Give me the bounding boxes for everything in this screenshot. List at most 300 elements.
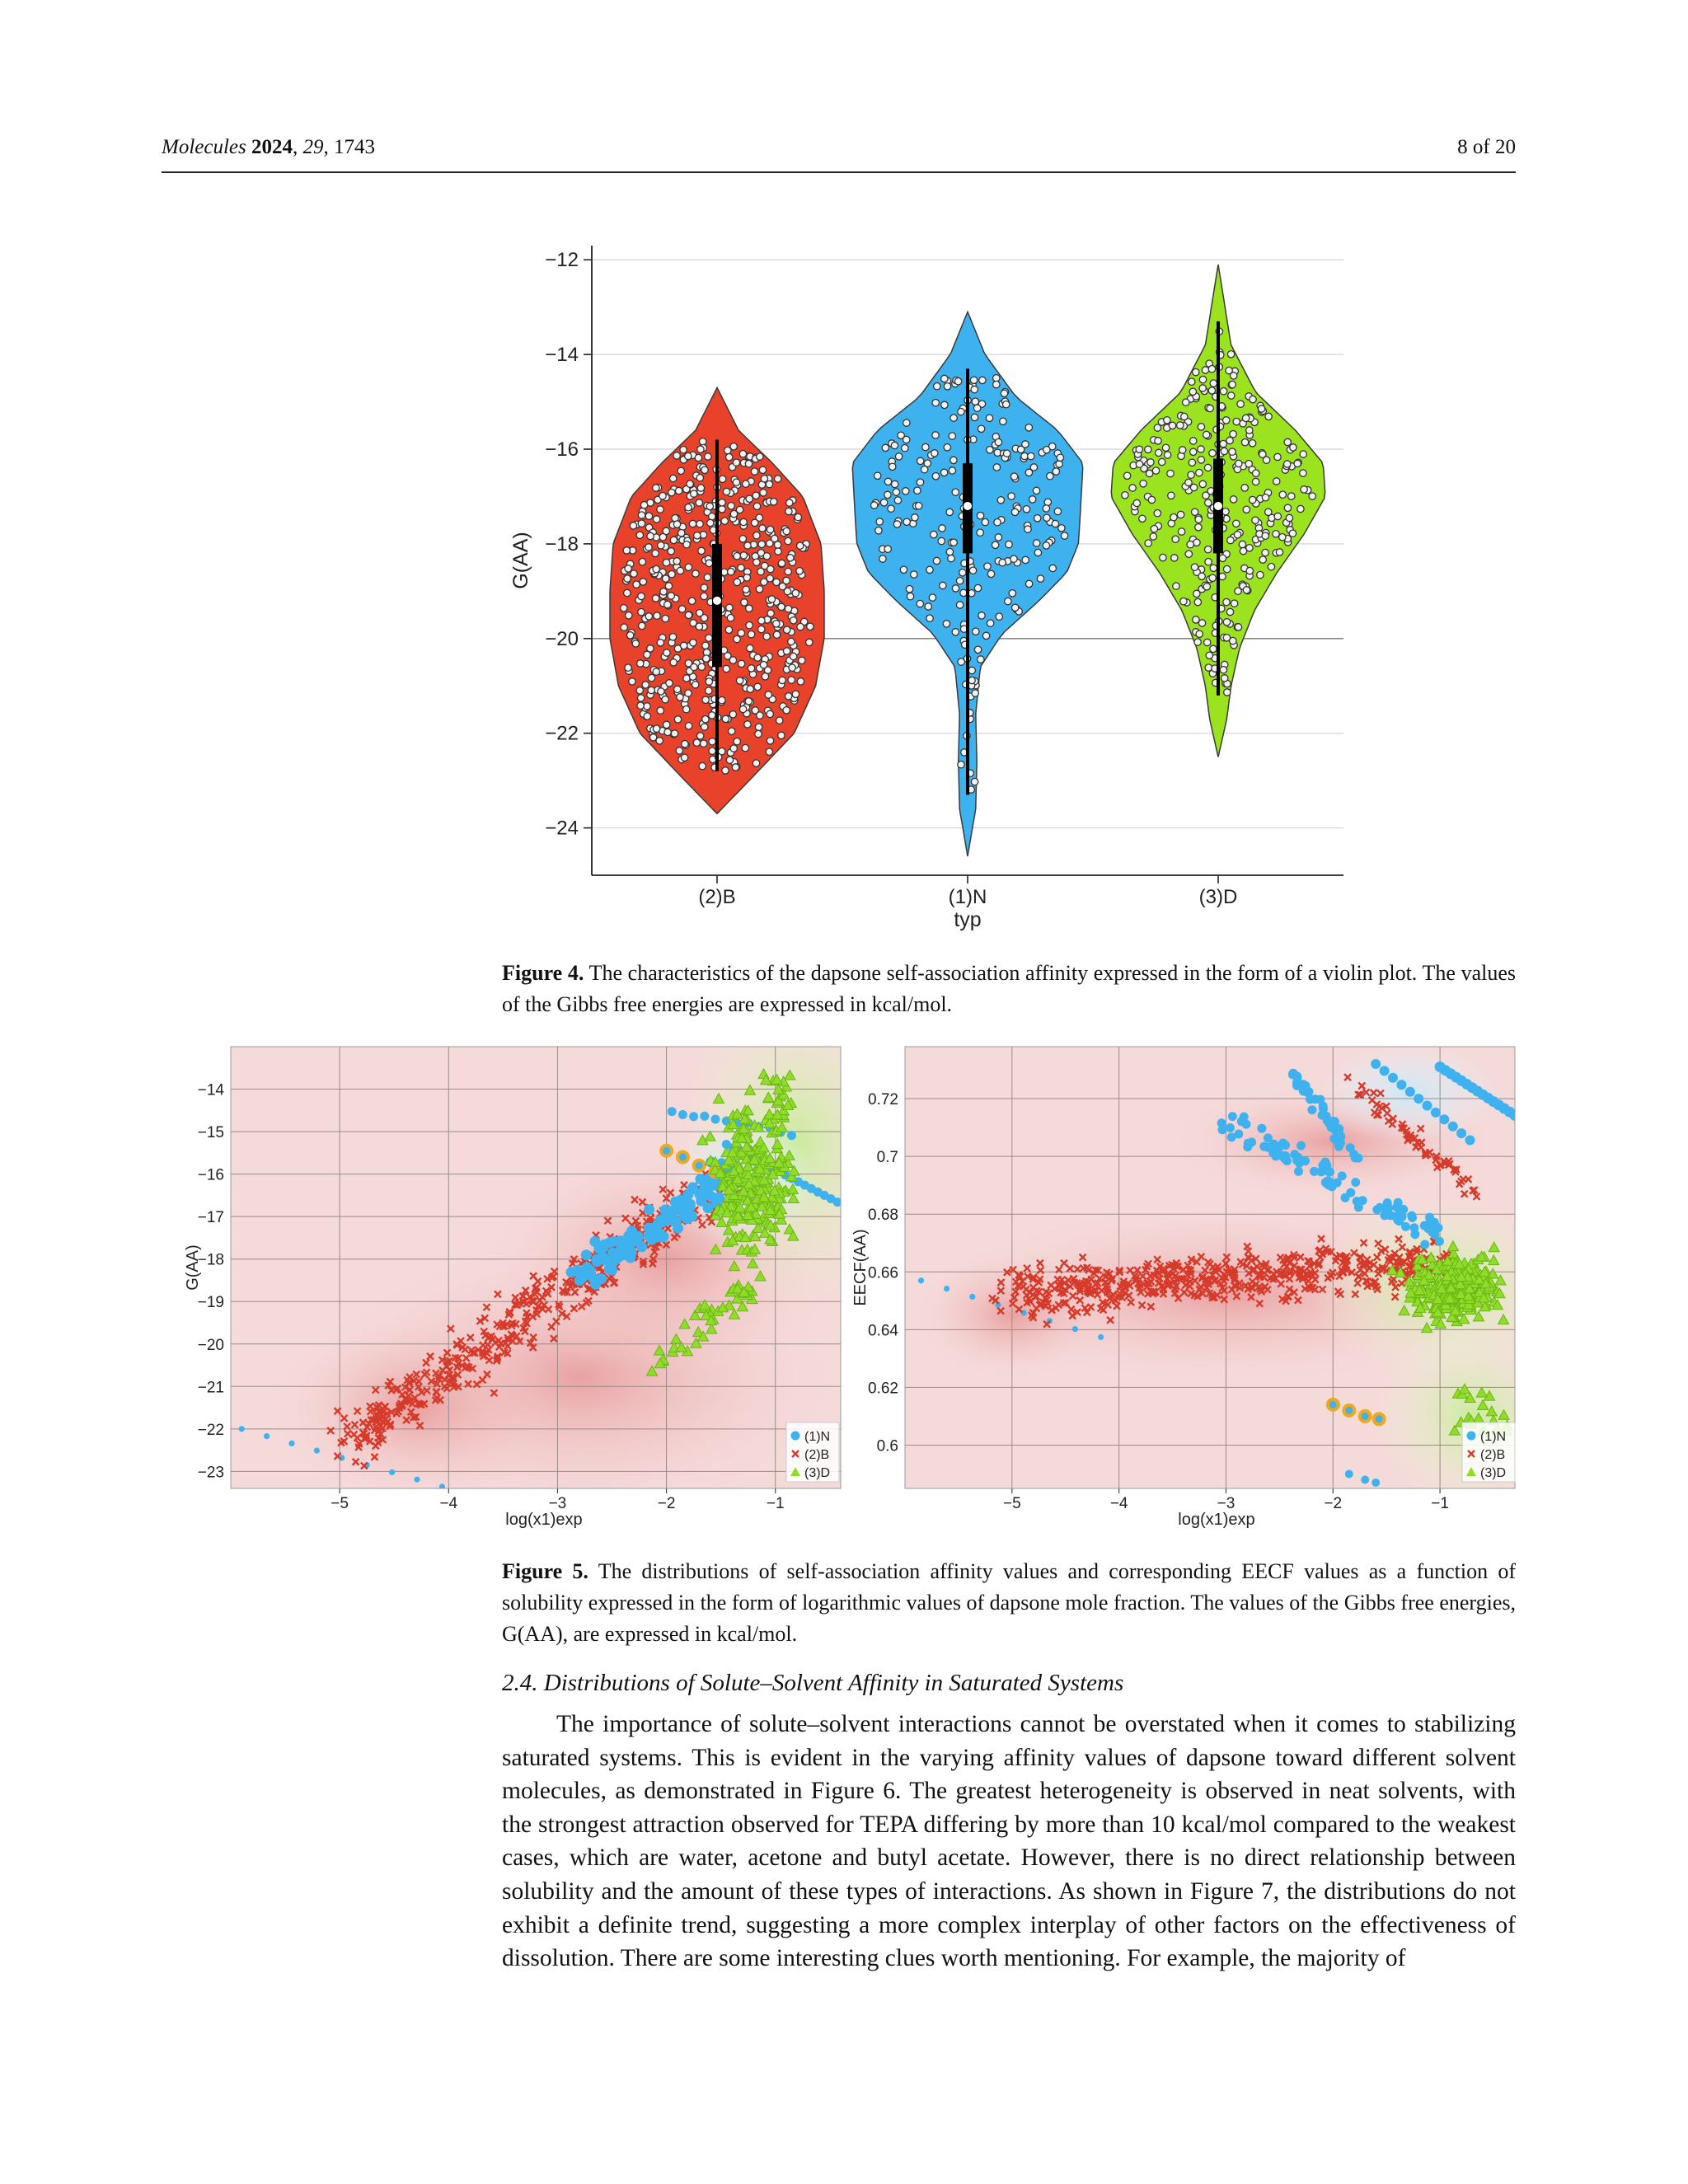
point-N [787,1131,796,1140]
data-point [767,575,773,582]
data-point [757,453,763,460]
data-point [631,570,637,577]
data-point [638,609,645,616]
point-N [682,1213,692,1224]
data-point [673,521,680,527]
data-point [1203,583,1210,590]
data-point [744,542,751,549]
data-point [1193,368,1199,375]
data-point [1177,422,1184,429]
data-point [755,724,762,730]
y-tick-label: −15 [197,1124,224,1142]
data-point [958,658,964,665]
median-marker [713,597,721,605]
data-point [982,518,988,525]
data-point [1199,480,1206,487]
data-point [678,606,685,612]
data-point [1262,532,1268,539]
data-point [740,552,747,559]
data-point [640,502,647,509]
point-N [1227,1132,1236,1141]
data-point [1226,608,1233,615]
point-N [1351,1178,1360,1187]
data-point [971,414,978,420]
data-point [741,599,748,606]
data-point [894,497,901,504]
y-tick-label: 0.64 [868,1322,898,1340]
point-N [1237,1117,1246,1126]
data-point [982,632,989,639]
y-tick-label: −14 [197,1081,224,1099]
data-point [682,741,688,748]
data-point [673,452,680,459]
data-point [1033,487,1039,494]
data-point [1168,492,1175,499]
data-point [795,513,801,520]
data-point [722,767,729,774]
data-point [763,553,770,560]
data-point [1233,520,1240,527]
data-point [1025,424,1032,431]
point-N [1456,1128,1466,1138]
data-point [696,521,703,527]
data-point [645,544,652,551]
data-point [993,381,1000,387]
x-tick-label: (1)N [948,886,987,908]
data-point [986,415,992,421]
data-point [1219,573,1226,579]
data-point [725,626,732,633]
figure-5-label: Figure 5. [502,1559,588,1583]
data-point [1234,532,1240,538]
point-N [1420,1240,1429,1249]
data-point [636,687,643,694]
point-N [607,1257,618,1268]
data-point [1233,418,1240,424]
data-point [760,662,767,668]
data-point [697,733,704,739]
data-point [692,682,699,688]
data-point [670,659,677,666]
data-point [719,506,725,513]
data-point [1189,388,1196,395]
data-point [785,568,791,574]
figure-4-caption [502,958,1516,1020]
data-point [960,589,967,596]
data-point [871,502,878,509]
x-tick-label: −4 [439,1495,458,1512]
data-point [630,523,636,529]
data-point [1203,431,1210,438]
data-point [709,513,715,520]
data-point [730,443,737,450]
data-point [653,485,659,491]
data-point [727,615,734,621]
data-point [1268,564,1274,570]
data-point [1246,427,1253,434]
y-tick-label: −18 [545,532,579,555]
data-point [701,740,707,747]
data-point [742,744,748,751]
y-tick-label: 0.66 [868,1264,898,1282]
y-tick-label: −12 [545,249,579,272]
data-point [932,400,939,406]
legend-marker-N [791,1432,800,1441]
data-point [785,606,791,612]
data-point [880,499,887,506]
data-point [746,495,753,502]
data-point [944,444,950,451]
data-point [1221,448,1227,454]
data-point [734,738,740,745]
data-point [755,730,762,737]
y-tick-label: −21 [197,1379,224,1397]
data-point [1061,532,1067,539]
x-tick-label: −2 [657,1495,676,1512]
data-point [733,479,739,485]
point-N [264,1433,270,1439]
data-point [1279,534,1286,541]
x-axis-label: log(x1)exp [1178,1511,1255,1529]
data-point [644,703,650,710]
data-point [706,503,713,509]
data-point [771,499,777,505]
point-N [944,1286,950,1291]
data-point [639,622,645,629]
data-point [1043,514,1050,521]
data-point [1241,485,1248,491]
data-point [678,467,684,474]
point-N [1408,1213,1417,1222]
data-point [939,525,945,532]
data-point [884,491,891,498]
data-point [783,648,790,654]
data-point [688,598,695,604]
data-point [1195,524,1202,531]
data-point [687,480,693,487]
point-N [1264,1143,1273,1152]
data-point [971,778,978,785]
data-point [926,566,933,573]
data-point [1198,424,1204,430]
data-point [668,593,674,599]
data-point [1009,590,1015,597]
data-point [974,584,981,591]
data-point [649,734,656,741]
data-point [1056,461,1062,467]
data-point [753,503,760,509]
point-N [590,1279,601,1290]
data-point [785,693,792,700]
data-point [642,682,649,688]
data-point [974,646,981,653]
data-point [929,594,935,601]
data-point [757,712,763,719]
data-point [977,513,983,519]
point-N [1409,1223,1418,1232]
data-point [1223,565,1230,572]
data-point [1164,452,1170,458]
point-N [1435,1237,1444,1246]
data-point [759,525,766,532]
data-point [747,686,753,692]
data-point [1221,675,1228,682]
point-N [1325,1167,1334,1176]
data-point [950,539,957,546]
data-point [621,605,627,612]
data-point [1205,664,1212,671]
data-point [778,732,785,738]
data-point [925,603,931,610]
data-point [662,696,668,703]
data-point [753,532,760,539]
data-point [1147,459,1154,466]
data-point [1160,554,1166,560]
data-point [1047,473,1053,480]
data-point [969,567,976,574]
data-point [993,375,1000,382]
data-point [1000,418,1006,424]
data-point [689,520,696,527]
data-point [1154,510,1160,517]
data-point [956,602,963,608]
data-point [1284,504,1291,511]
data-point [1257,571,1264,578]
data-point [703,655,710,662]
data-point [739,451,746,457]
figure-4-text: The characteristics of the dapsone self-association affinity expressed in the form of a violin plot. The values of the Gibbs free energies are expressed in kcal/mol. [502,961,1517,1016]
data-point [979,377,986,383]
data-point [736,677,743,684]
data-point [1037,575,1043,582]
data-point [917,457,924,464]
data-point [706,635,712,641]
data-point [700,438,706,445]
data-point [987,447,993,453]
y-axis-label: G(AA) [509,532,532,589]
data-point [1252,517,1259,523]
data-point [761,476,767,482]
data-point [999,560,1006,566]
data-point [926,615,933,621]
data-point [978,425,984,432]
data-point [1150,533,1156,540]
data-point [760,490,767,496]
journal-volume: 29 [302,136,324,158]
data-point [1205,499,1212,506]
point-N [711,1115,720,1124]
data-point [995,534,1001,541]
data-point [1198,446,1204,452]
data-point [997,497,1004,504]
data-point [931,450,938,457]
header-rule [162,171,1516,173]
point-N [1290,1150,1299,1159]
data-point [1300,451,1306,457]
y-axis-label: EECF(AA) [851,1229,870,1306]
data-point [1204,639,1211,645]
data-point [638,512,645,518]
data-point [948,555,954,561]
data-point [1187,541,1193,548]
point-N [1264,1133,1273,1142]
data-point [968,677,975,683]
data-point [1294,460,1301,466]
point-N [1328,1117,1337,1126]
data-point [900,566,907,573]
data-point [1229,381,1236,387]
x-tick-label: −4 [1109,1495,1128,1512]
data-point [623,547,630,554]
data-point [744,721,751,728]
data-point [723,665,729,672]
data-point [1242,415,1249,421]
point-N [1275,1143,1284,1152]
data-point [721,518,728,524]
point-N [661,1146,672,1156]
data-point [698,663,705,670]
point-N [389,1469,395,1475]
point-N [1414,1094,1423,1104]
data-point [971,386,978,392]
data-point [701,593,707,599]
point-N [1448,1122,1458,1132]
point-N [314,1448,320,1454]
data-point [875,527,882,534]
data-point [1170,514,1177,521]
data-point [1183,399,1189,405]
data-point [637,660,644,667]
data-point [1190,438,1197,444]
data-point [940,582,946,588]
data-point [723,488,729,494]
data-point [763,633,770,640]
point-N [1371,1059,1381,1069]
data-point [645,513,652,519]
data-point [752,519,758,526]
point-N [1336,1132,1345,1141]
point-N [1423,1101,1432,1111]
data-point [705,453,711,460]
data-point [970,377,977,383]
point-N [1396,1080,1406,1090]
data-point [1189,459,1195,466]
point-N [1515,1113,1523,1124]
data-point [730,745,737,752]
data-point [1199,385,1206,391]
point-N [1354,1202,1363,1212]
data-point [624,575,631,582]
data-point [621,624,627,630]
data-point [1193,616,1199,623]
data-point [738,565,744,571]
data-point [949,433,955,439]
data-point [680,447,687,453]
data-point [767,710,773,717]
point-N [698,1191,709,1202]
data-point [1245,461,1252,467]
data-point [977,529,983,536]
data-point [654,612,660,619]
data-point [1237,401,1244,407]
data-point [720,476,726,482]
data-point [994,519,1001,526]
legend-label: (1)N [1480,1430,1507,1444]
point-N [581,1249,592,1260]
data-point [1178,528,1184,535]
data-point [674,716,681,723]
x-tick-label: (2)B [698,886,736,908]
data-point [1021,452,1028,459]
data-point [747,644,753,651]
data-point [931,531,937,537]
data-point [1228,392,1235,399]
data-point [1034,515,1041,522]
point-N [1380,1066,1390,1076]
y-tick-label: −24 [545,817,579,840]
data-point [1259,451,1266,457]
legend-label: (2)B [1480,1448,1506,1462]
point-N [1072,1326,1078,1332]
data-point [893,521,900,527]
point-N [678,1152,688,1163]
data-point [1223,619,1230,626]
data-point [1194,639,1201,645]
data-point [941,375,948,382]
data-point [706,687,712,694]
data-point [683,706,690,713]
data-point [1028,452,1034,459]
data-point [652,550,659,556]
data-point [767,610,774,616]
data-point [1180,598,1187,605]
data-point [1258,405,1264,412]
data-point [746,622,753,629]
point-N [1439,1114,1449,1124]
point-N [1521,1117,1524,1127]
point-N [599,1240,610,1250]
data-point [663,560,669,566]
data-point [1288,493,1295,499]
point-N [1345,1470,1353,1479]
data-point [685,452,692,459]
legend [786,1422,839,1482]
figure-5-left-scatter [180,1043,849,1535]
data-point [1189,378,1195,385]
y-tick-label: −16 [545,438,579,462]
plot-area [231,1043,849,1518]
data-point [992,541,998,548]
data-point [941,401,948,408]
x-tick-label: −1 [1431,1495,1449,1512]
data-point [1239,541,1245,547]
data-point [677,567,683,574]
point-N [1388,1073,1398,1083]
point-N [631,1236,642,1247]
data-point [759,466,766,473]
data-point [706,560,712,566]
data-point [702,716,709,723]
data-point [726,604,733,611]
data-point [653,565,659,572]
data-point [1133,499,1140,506]
data-point [1250,496,1256,503]
data-point [758,617,765,624]
y-tick-label: 0.7 [876,1149,898,1167]
data-point [640,579,646,585]
data-point [1010,473,1017,480]
data-point [663,721,670,728]
